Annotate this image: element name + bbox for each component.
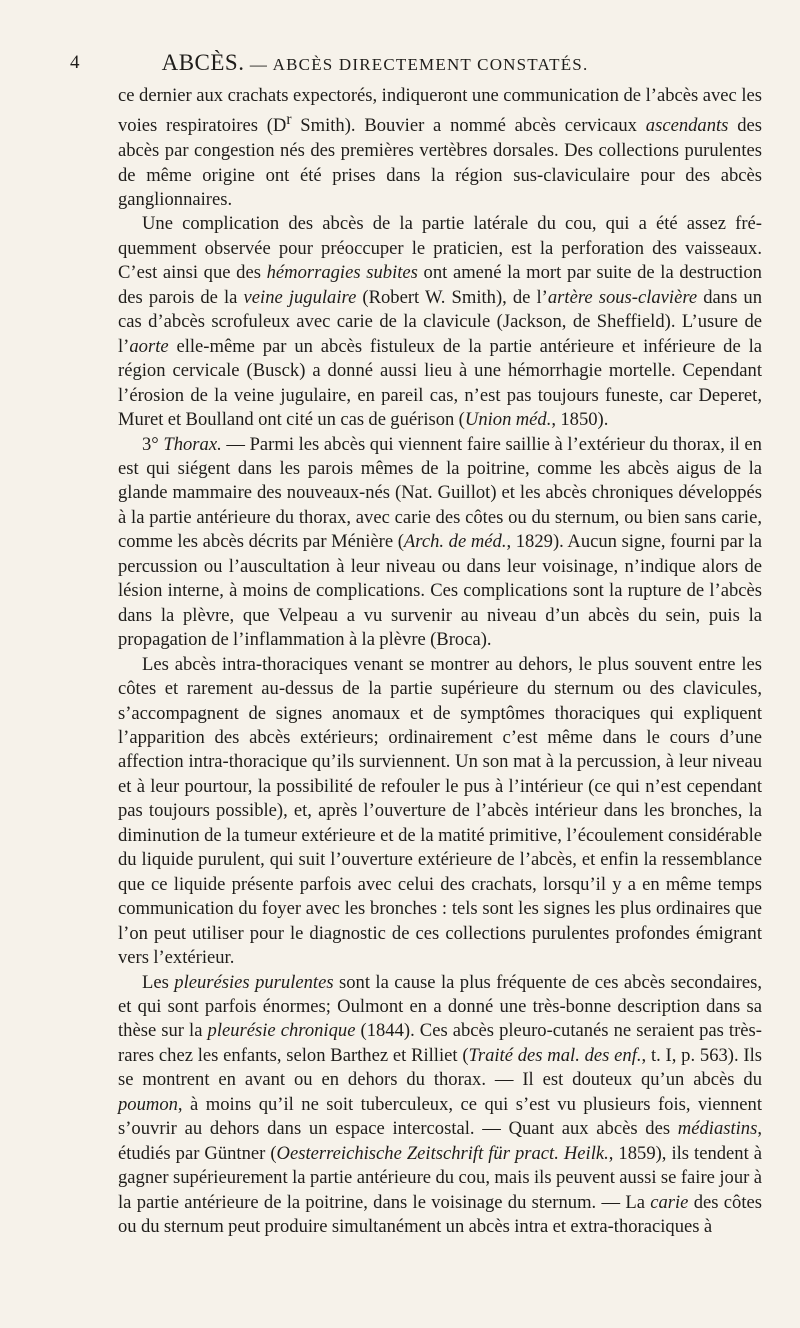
paragraph: ce dernier aux crachats expectorés, indiqueront une communication de l’abcès avec les voies respiratoires ($D^r$ Smith). Bouvier a nommé abcès cervicaux ascendants des abcès par congestion nés des premières vertèbres dorsales. Des collections purulentes de même origine ont été prises dans la région sus-claviculaire pour des abcès ganglionnaires.	[118, 85, 762, 210]
page-number: 4	[70, 52, 80, 73]
paragraph: Les pleurésies purulentes sont la cause la plus fréquente de ces abcès secondaires, et qui sont parfois énormes; Oulmont en a donné une très-bonne description dans sa thèse sur la pleurésie chronique (1844). Ces abcès pleuro-cutanés ne seraient pas très-rares chez les enfants, selon Barthez et Rilliet (Traité des mal. des enf., t. I, p. 563). Ils se montrent en avant ou en dehors du thorax. — Il est douteux qu’un abcès du poumon, à moins qu’il ne soit tuberculeux, ce qui s’est vu plusieurs fois, viennent s’ouvrir au dehors dans un espace intercostal. — Quant aux abcès des médiastins, étudiés par Güntner (Oesterreichische Zeitschrift für pract. Heilk., 1859), ils tendent à gagner supérieurement la partie antérieure du cou, mais ils peuvent aussi se faire jour à la partie antérieure de la poitrine, dans le voisinage du sternum. — La carie des côtes ou du sternum peut produire simultanément un abcès intra et extra-thoraciques à	[118, 971, 763, 1238]
body-text	[118, 84, 762, 1239]
running-header	[70, 50, 680, 80]
running-title	[70, 50, 680, 76]
paragraph: Les abcès intra-thoraciques venant se montrer au dehors, le plus souvent entre les côtes et rarement au-dessus de la partie supérieure du sternum ou des clavicules, s’accompagnent de signes anomaux et de symptômes thoraciques qui expliquent l’apparition des abcès extérieurs; ordinairement c’est même dans le cours d’une affection intra-thoracique qu’ils surviennent. Un son mat à la percussion, à leur niveau et à leur pourtour, la possibilité de refouler le pus à l’intérieur (ce qui n’est cependant pas toujours possible), et, après l’ouverture de l’abcès intérieur dans les bronches, la diminution de la tumeur extérieure et de la matité primitive, l’écoulement considérable du liquide purulent, qui suit l’ouverture extérieure de l’abcès, et enfin la ressemblance que ce liquide présente parfois avec celui des crachats, lorsqu’il y a en même temps communication du foyer avec les bronches : tels sont les signes les plus ordinaires que l’on peut utiliser pour le diagnostic de ces collections purulentes profondes émigrant vers l’extérieur.	[118, 653, 762, 969]
paragraph: Une complication des abcès de la partie latérale du cou, qui a été assez fréquemment observée pour préoccuper le praticien, est la perforation des vaisseaux. C’est ainsi que des hémorragies subites ont amené la mort par suite de la destruction des parois de la veine jugulaire (Robert W. Smith), de l’artère sous-clavière dans un cas d’abcès scrofuleux avec carie de la clavicule (Jackson, de Sheffield). L’usure de l’aorte elle-même par un abcès fistuleux de la partie antérieure et inférieure de la région cervicale (Busck) a donné aussi lieu à une hémorrhagie mortelle. Cependant l’érosion de la veine jugulaire, en pareil cas, n’est pas toujours funeste, car Deperet, Muret et Boulland ont cité un cas de guérison (Union méd., 1850).	[118, 213, 762, 431]
running-title-sub: — ABCÈS DIRECTEMENT CONSTATÉS.	[244, 55, 589, 74]
paragraph: 3° Thorax. — Parmi les abcès qui viennent faire saillie à l’extérieur du thorax, il en est qui siégent dans les parois mêmes de la poitrine, comme les abcès aigus de la glande mammaire des nouveaux-nés (Nat. Guillot) et les abcès chroniques développés à la partie antérieure du thorax, avec carie des côtes ou du sternum, ou bien sans carie, comme les abcès décrits par Ménière (Arch. de méd., 1829). Aucun signe, fourni par la percussion ou l’auscultation à leur niveau ou dans leur voisinage, n’indique alors de lésion interne, à moins de complications. Ces complications sont la rupture de l’abcès dans la plèvre, que Velpeau a vu survenir au niveau d’un abcès du sein, puis la propagation de l’inflammation à la plèvre (Broca).	[118, 433, 762, 651]
running-title-main: ABCÈS.	[161, 50, 245, 75]
